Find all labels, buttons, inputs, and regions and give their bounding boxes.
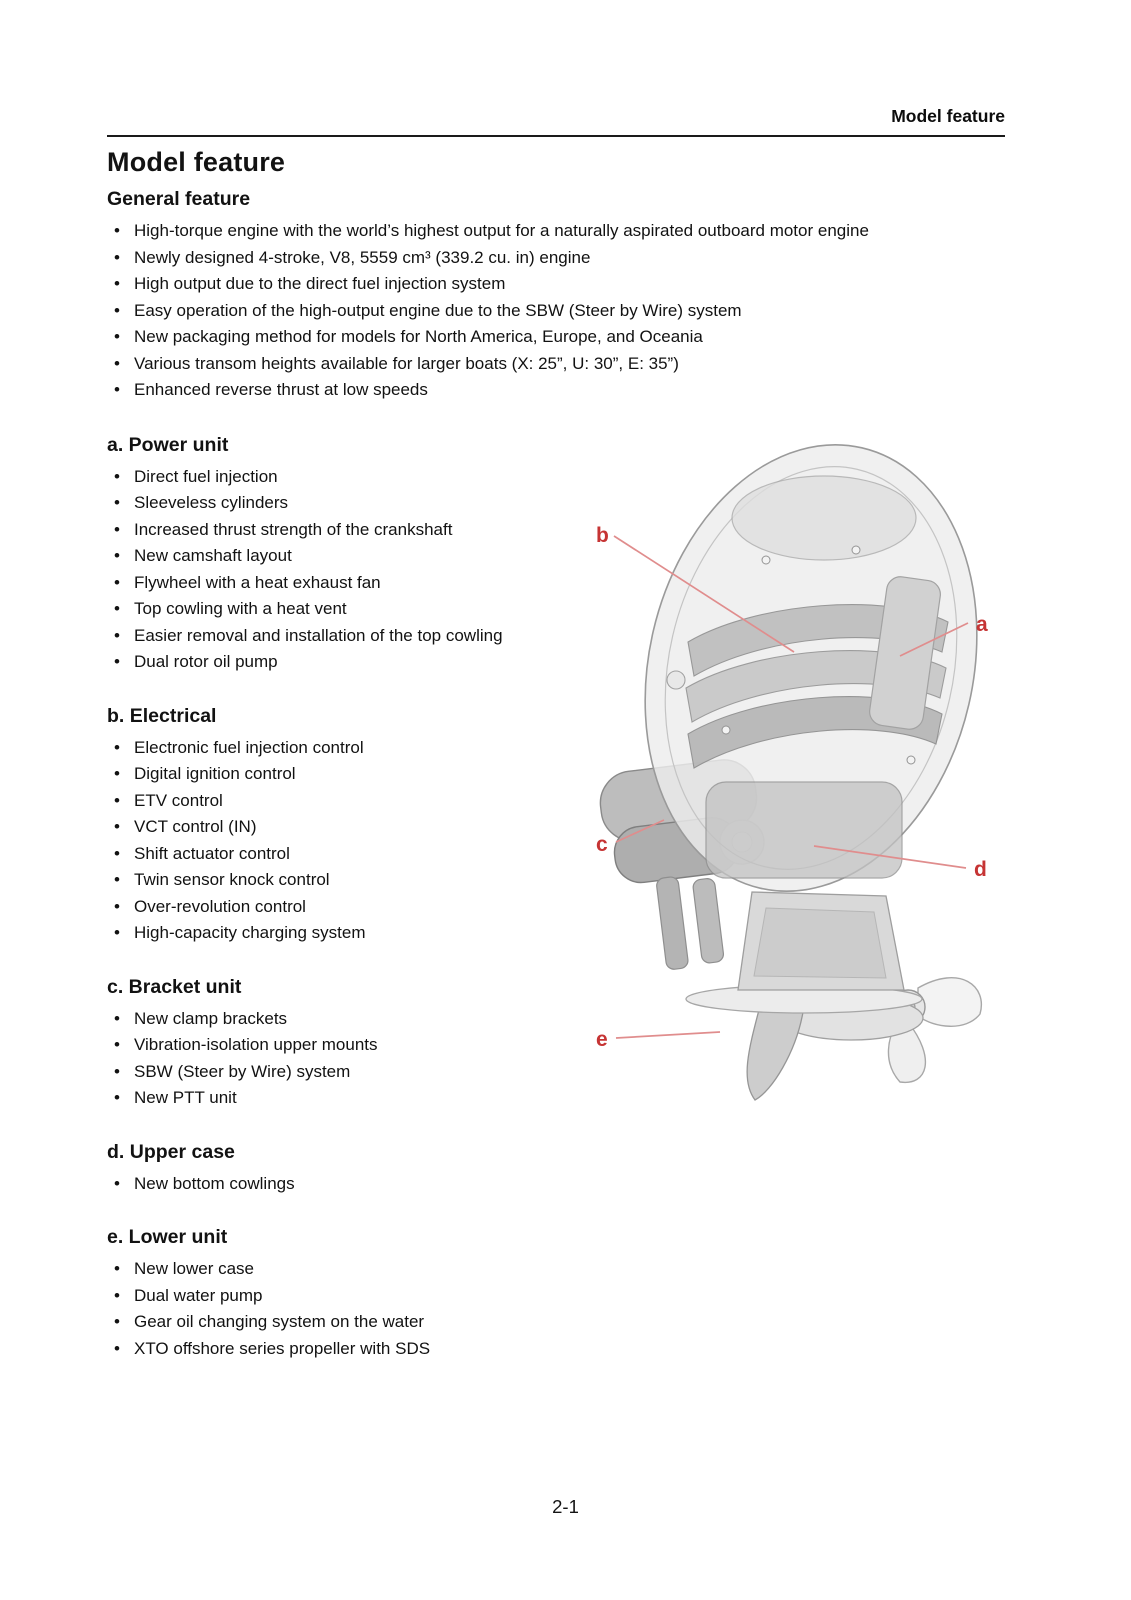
lower-unit-list (107, 1256, 519, 1362)
list-item: • Electronic fuel injection control (107, 735, 519, 762)
section-heading-general: General feature (107, 188, 251, 210)
section-heading-power-unit: a. Power unit (107, 433, 229, 456)
list-item: • Sleeveless cylinders (107, 490, 519, 517)
lower-unit (686, 985, 923, 1100)
section-general-feature (107, 188, 1005, 404)
list-item: • Easier removal and installation of the top cowling (107, 623, 519, 650)
list-item: • Various transom heights available for larger boats (X: 25”, U: 30”, E: 35”) (107, 351, 1005, 378)
list-item: • Increased thrust strength of the crankshaft (107, 517, 519, 544)
list-item: • High output due to the direct fuel injection system (107, 271, 1005, 298)
running-header: Model feature (891, 106, 1005, 126)
header-rule (107, 135, 1005, 137)
upper-case-list (107, 1171, 519, 1198)
list-item: • New PTT unit (107, 1085, 519, 1112)
list-item: • Shift actuator control (107, 841, 519, 868)
list-item: • New packaging method for models for North America, Europe, and Oceania (107, 324, 1005, 351)
page-number: 2-1 (552, 1496, 579, 1517)
general-feature-list (107, 218, 1005, 404)
list-item: • Flywheel with a heat exhaust fan (107, 570, 519, 597)
list-item: • SBW (Steer by Wire) system (107, 1059, 519, 1086)
list-item: • Direct fuel injection (107, 464, 519, 491)
list-item: • Top cowling with a heat vent (107, 596, 519, 623)
figure-label-b: b (596, 524, 609, 547)
figure-label-c: c (596, 833, 608, 856)
list-item: • Vibration-isolation upper mounts (107, 1032, 519, 1059)
list-item: • New clamp brackets (107, 1006, 519, 1033)
section-electrical (107, 705, 519, 947)
list-item: • VCT control (IN) (107, 814, 519, 841)
section-heading-lower-unit: e. Lower unit (107, 1226, 228, 1248)
section-lower-unit (107, 1226, 519, 1362)
list-item: • Dual rotor oil pump (107, 649, 519, 676)
list-item: • ETV control (107, 788, 519, 815)
section-upper-case (107, 1141, 519, 1198)
section-heading-upper-case: d. Upper case (107, 1140, 235, 1163)
list-item: • Over-revolution control (107, 894, 519, 921)
list-item: • Easy operation of the high-output engine due to the SBW (Steer by Wire) system (107, 298, 1005, 325)
figure-label-a: a (976, 613, 988, 636)
list-item: • Enhanced reverse thrust at low speeds (107, 377, 1005, 404)
section-heading-bracket-unit: c. Bracket unit (107, 975, 242, 998)
figure-label-d: d (974, 858, 987, 881)
bracket-unit-list (107, 1006, 519, 1112)
section-heading-electrical: b. Electrical (107, 704, 217, 727)
section-power-unit (107, 434, 519, 676)
list-item: • Twin sensor knock control (107, 867, 519, 894)
section-bracket-unit (107, 976, 519, 1112)
list-item: • High-torque engine with the world’s highest output for a naturally aspirated outboard motor engine (107, 218, 1005, 245)
list-item: • Digital ignition control (107, 761, 519, 788)
figure-label-e: e (596, 1028, 608, 1051)
list-item: • New bottom cowlings (107, 1171, 519, 1198)
list-item: • XTO offshore series propeller with SDS (107, 1336, 519, 1363)
list-item: • Dual water pump (107, 1283, 519, 1310)
list-item: • Gear oil changing system on the water (107, 1309, 519, 1336)
outboard-motor-figure (556, 430, 1022, 1120)
list-item: • Newly designed 4-stroke, V8, 5559 cm³ (339.2 cu. in) engine (107, 245, 1005, 272)
electrical-list (107, 735, 519, 947)
list-item: • New lower case (107, 1256, 519, 1283)
power-unit-list (107, 464, 519, 676)
list-item: • High-capacity charging system (107, 920, 519, 947)
list-item: • New camshaft layout (107, 543, 519, 570)
upper-case (738, 892, 904, 990)
page-title: Model feature (107, 147, 286, 177)
outboard-motor-illustration (596, 430, 1020, 1100)
feature-sections-column (107, 434, 519, 1363)
